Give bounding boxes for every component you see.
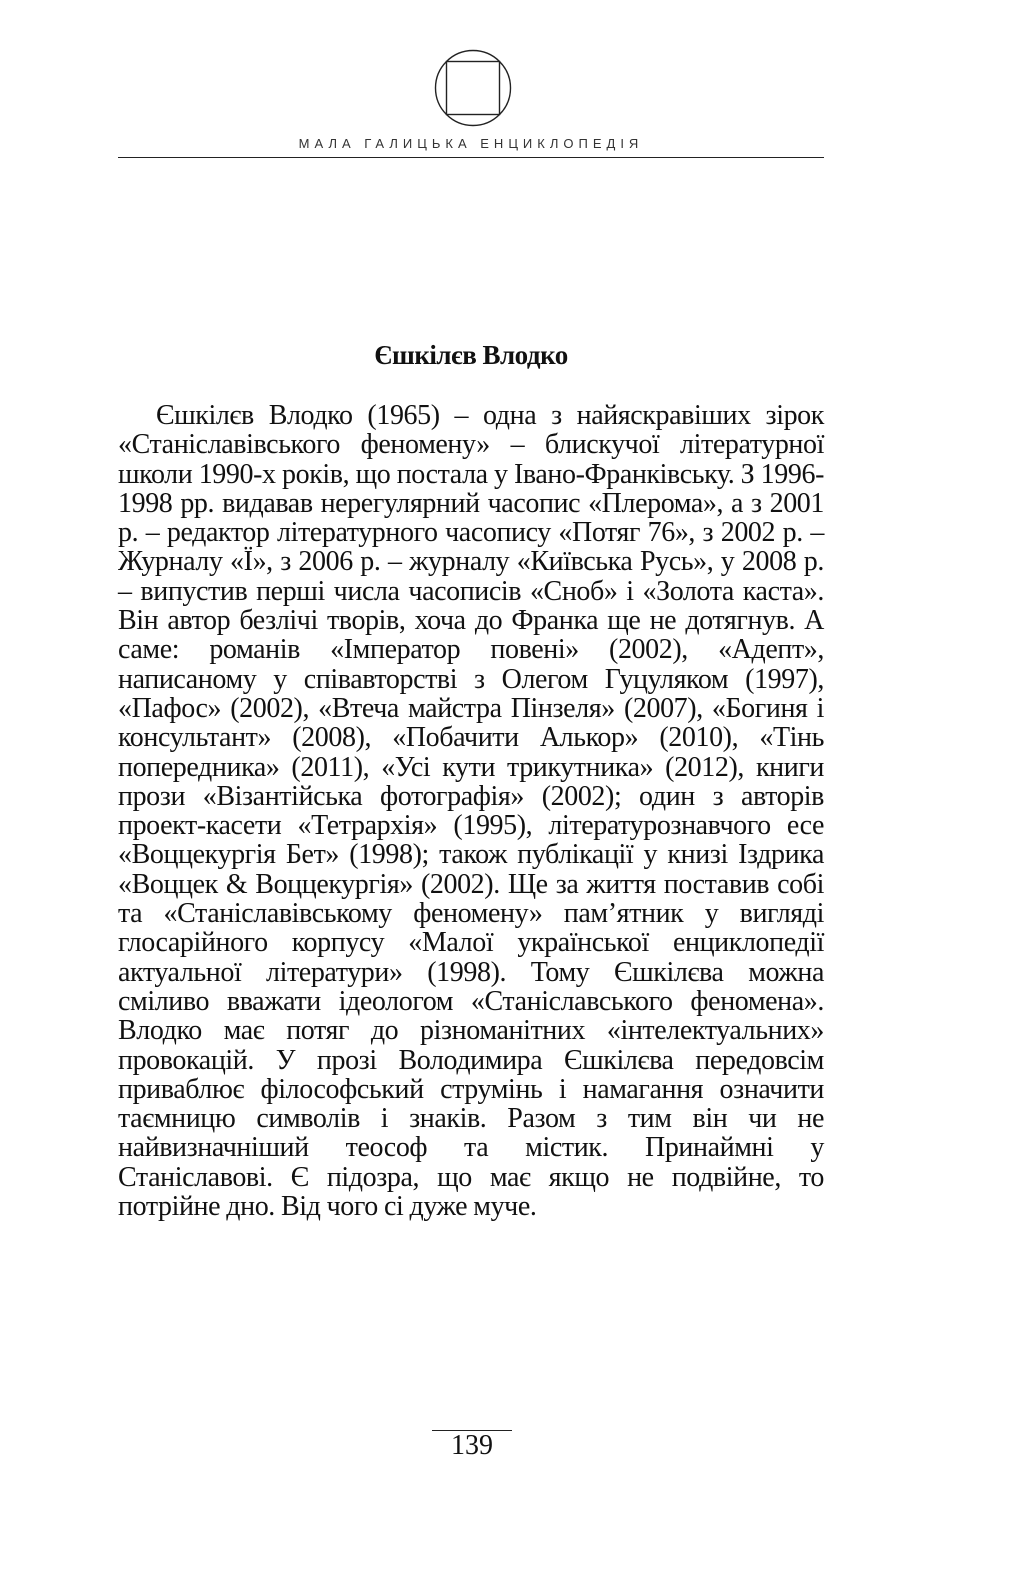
entry-title: Єшкілєв Влодко	[374, 340, 568, 370]
page-number: 139	[432, 1430, 512, 1461]
circle-square-emblem-icon	[433, 48, 513, 128]
entry-body-text: Єшкілєв Влодко (1965) – одна з найяскравіших зірок «Станіславівського феномену» – блискучої літературної школи 1990-х років, що постала у Івано-Франківську. З 1996-1998 рр. видавав нерегулярний часопис «Плерома», а з 2001 р. – редактор літературного часопису «Потяг 76», з 2002 р. – Журналу «Ї», з 2006 р. – журналу «Київська Русь», у 2008 р. – випустив перші числа часописів «Сноб» і «Золота каста». Він автор безлічі творів, хоча до Франка ще не дотягнув. А саме: романів «Імператор повені» (2002), «Адепт», написаному у співавторстві з Олегом Гуцуляком (1997), «Пафос» (2002), «Втеча майстра Пінзеля» (2007), «Богиня і консультант» (2008), «Побачити Алькор» (2010), «Тінь попередника» (2011), «Усі кути трикутника» (2012), книги прози «Візантійська фотографія» (2002); один з авторів проект-касети «Тетрархія» (1995), літературознавчого есе «Воццекургія Бет» (1998); також публікації у книзі Іздрика «Воццек & Воццекургія» (2002). Ще за життя поставив собі та «Станіславівському феномену» пам’ятник у вигляді глосарійного корпусу «Малої української енциклопедії актуальної літератури» (1998). Тому Єшкілєва можна сміливо вважати ідеологом «Станіславського феномена». Влодко має потяг до різноманітних «інтелектуальних» провокацій. У прозі Володимира Єшкілєва передовсім приваблює філософський струмінь і намагання означити таємницю символів і знаків. Разом з тим він чи не найвизначніший теософ та містик. Принаймні у Станіславові. Є підозра, що має якщо не подвійне, то потрійне дно. Від чого сі дуже муче.	[118, 400, 824, 1223]
running-title: МАЛА ГАЛИЦЬКА ЕНЦИКЛОПЕДІЯ	[298, 136, 644, 151]
header-rule	[118, 157, 824, 158]
